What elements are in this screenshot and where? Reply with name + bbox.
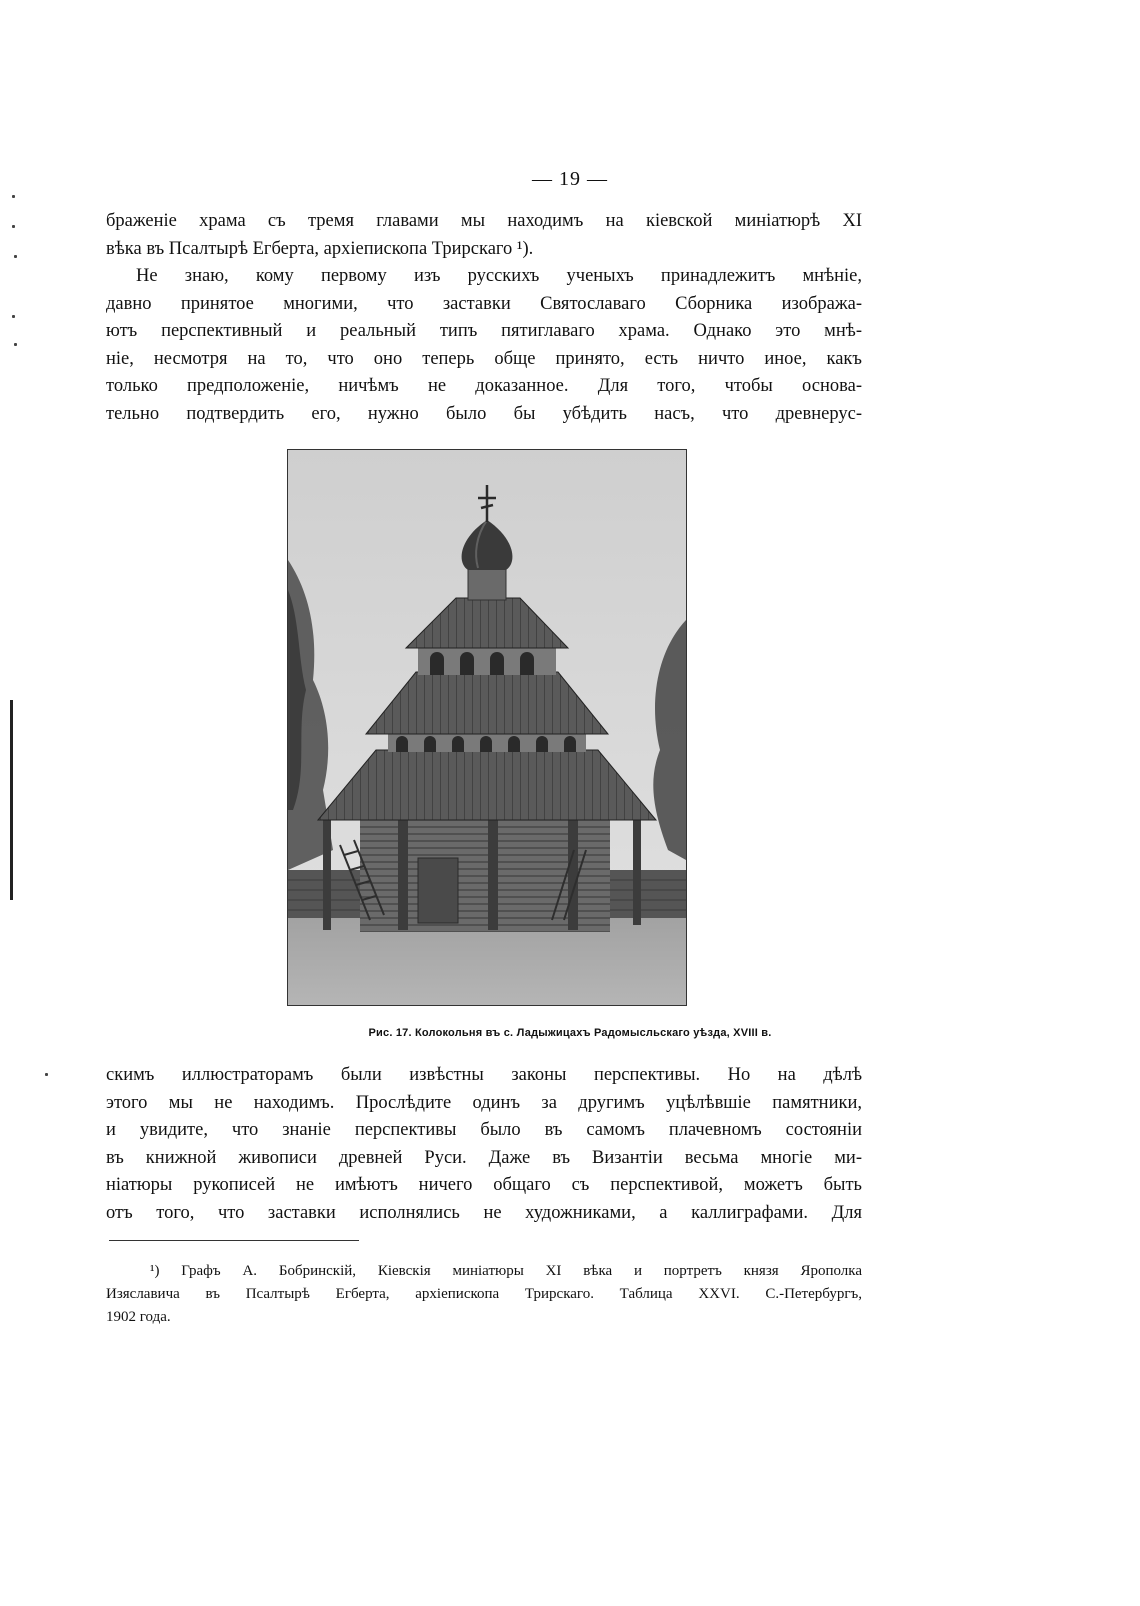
scan-speck: [14, 343, 17, 346]
text-line: отъ того, что заставки исполнялись не художниками, а каллиграфами. Для: [106, 1202, 862, 1223]
text-line: ніатюры рукописей не имѣютъ ничего общаго съ перспективой, можетъ быть: [106, 1175, 862, 1195]
scan-speck: [45, 1073, 48, 1076]
text-line: браженіе храма съ тремя главами мы находимъ на кіевской миніатюрѣ XI: [106, 211, 862, 231]
text-line: ніе, несмотря на то, что оно теперь обще принято, есть ничто иное, какъ: [106, 348, 862, 369]
text-line: вѣка въ Псалтырѣ Егберта, архіепископа Трирскаго ¹).: [106, 238, 534, 259]
text-line: ютъ перспективный и реальный типъ пятиглаваго храма. Однако это мнѣ-: [106, 321, 862, 341]
text-line: и увидите, что знаніе перспективы было въ самомъ плачевномъ состояніи: [106, 1120, 862, 1140]
figure-caption: Рис. 17. Колокольня въ с. Ладыжицахъ Радомысльскаго уѣзда, XVIII в.: [368, 1027, 772, 1039]
scan-speck: [12, 195, 15, 198]
bell-tower-photograph: [287, 449, 687, 1006]
footnote-line: ¹) Графъ А. Бобринскій, Кіевскія миніатюры XI вѣка и портретъ князя Ярополка: [150, 1263, 862, 1279]
footnote-line: Изяславича въ Псалтырѣ Егберта, архіепископа Трирскаго. Таблица XXVI. С.-Петербургъ,: [106, 1286, 862, 1302]
text-line: тельно подтвердить его, нужно было бы убѣдить насъ, что древнерус-: [106, 403, 862, 424]
text-line: только предположеніе, ничѣмъ не доказанное. Для того, чтобы основа-: [106, 376, 862, 396]
text-line: давно принятое многими, что заставки Святославаго Сборника изобража-: [106, 293, 862, 314]
scan-speck: [12, 225, 15, 228]
page-number: — 19 —: [532, 168, 608, 190]
text-line: въ книжной живописи древней Руси. Даже въ Византіи весьма многіе ми-: [106, 1147, 862, 1168]
text-line: скимъ иллюстраторамъ были извѣстны законы перспективы. Но на дѣлѣ: [106, 1065, 862, 1085]
scan-edge-mark: [10, 700, 13, 900]
footnote: [106, 1260, 862, 1329]
scan-speck: [12, 315, 15, 318]
paragraph: [106, 1062, 862, 1227]
footnote-line: 1902 года.: [106, 1309, 171, 1325]
scan-speck: [14, 255, 17, 258]
text-line: этого мы не находимъ. Прослѣдите одинъ за другимъ уцѣлѣвшіе памятники,: [106, 1092, 862, 1113]
text-line: Не знаю, кому первому изъ русскихъ ученыхъ принадлежитъ мнѣніе,: [136, 266, 862, 286]
footnote-divider: [109, 1240, 359, 1241]
paragraph-continued: [106, 208, 862, 263]
paragraph: [106, 263, 862, 428]
